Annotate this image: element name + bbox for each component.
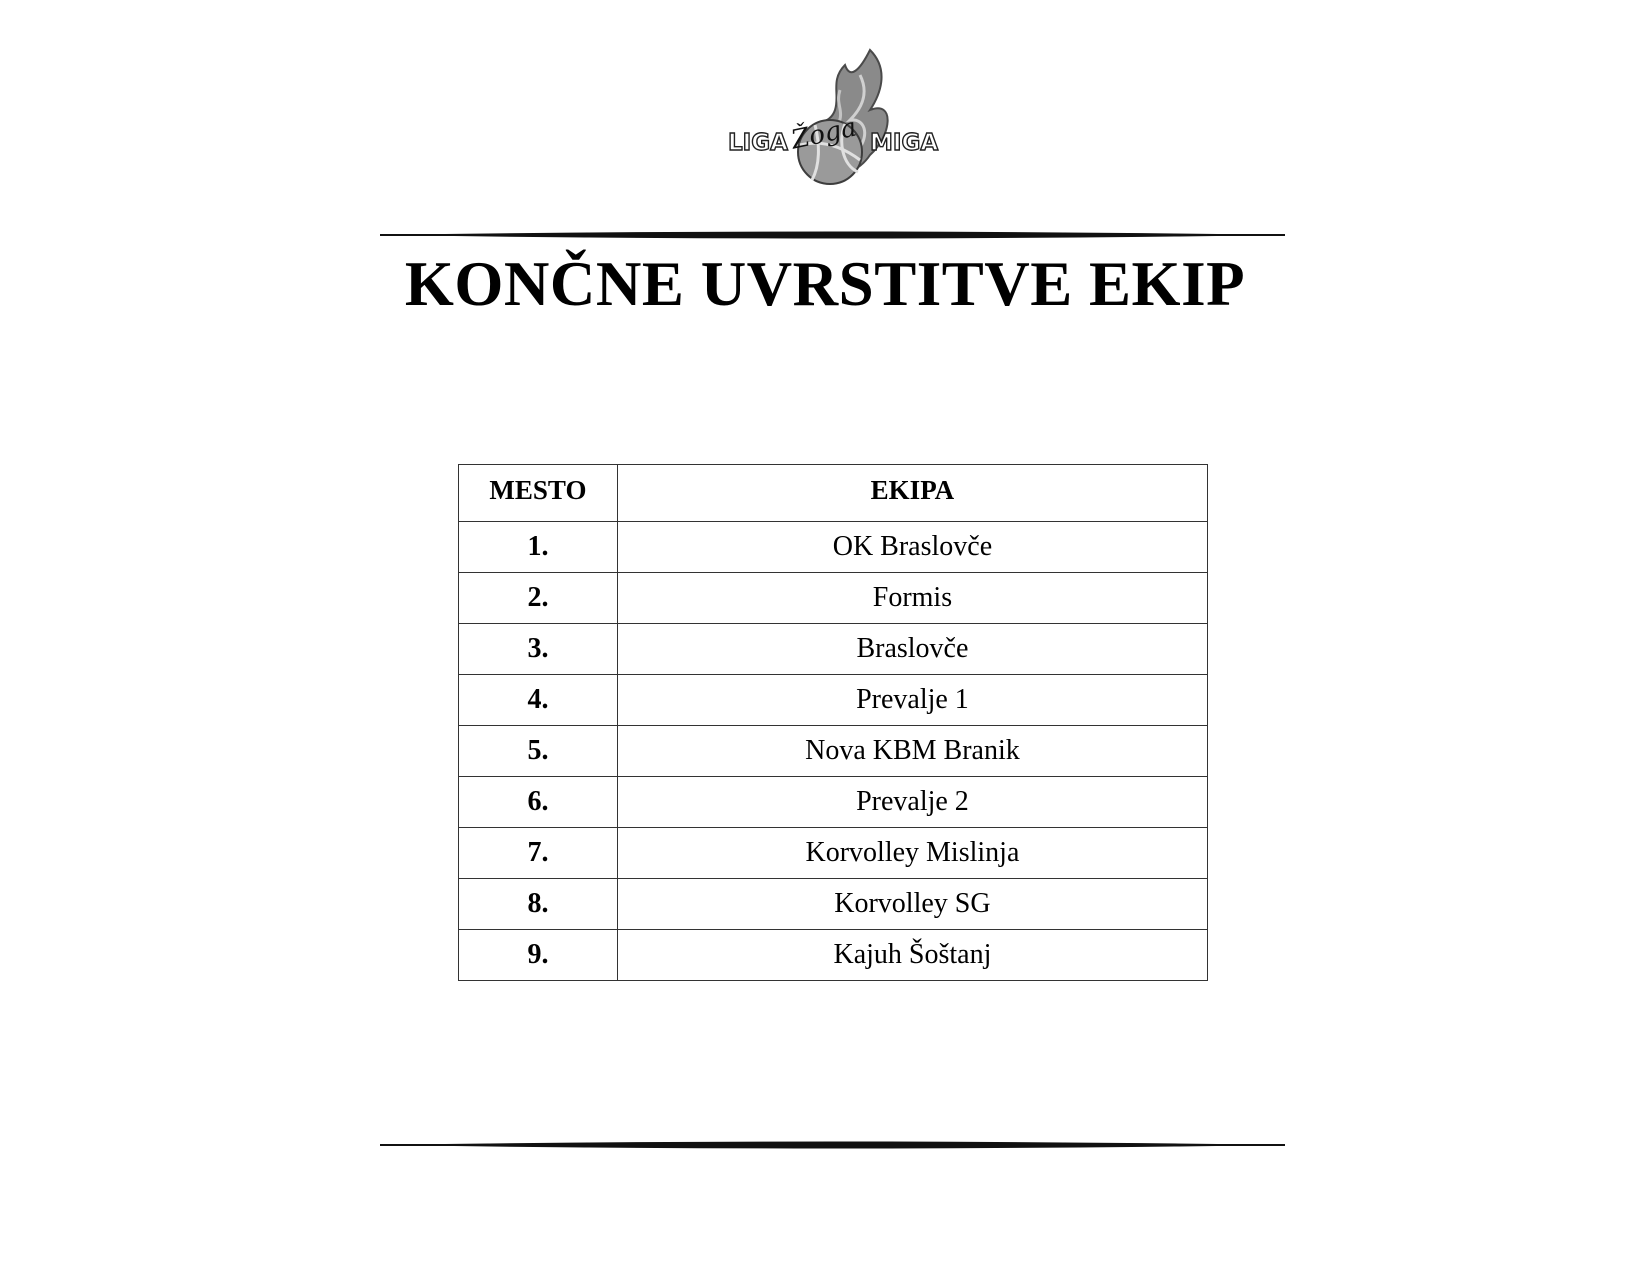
page-title: KONČNE UVRSTITVE EKIP xyxy=(404,249,1246,319)
place-cell: 9. xyxy=(459,930,618,981)
column-header-place: MESTO xyxy=(459,465,618,522)
table-row xyxy=(459,675,1208,726)
team-cell: OK Braslovče xyxy=(617,522,1207,573)
place-cell: 4. xyxy=(459,675,618,726)
table-row xyxy=(459,624,1208,675)
team-cell: Prevalje 2 xyxy=(617,777,1207,828)
logo-text-script: Žoga xyxy=(788,112,860,156)
team-cell: Korvolley SG xyxy=(617,879,1207,930)
place-cell: 1. xyxy=(459,522,618,573)
place-cell: 3. xyxy=(459,624,618,675)
volleyball-flame-logo-icon xyxy=(720,40,960,200)
table-row xyxy=(459,777,1208,828)
place-cell: 8. xyxy=(459,879,618,930)
table-row xyxy=(459,879,1208,930)
table-row xyxy=(459,930,1208,981)
logo-text-right: MIGA xyxy=(870,130,939,156)
top-divider xyxy=(380,228,1285,242)
team-cell: Formis xyxy=(617,573,1207,624)
column-header-team: EKIPA xyxy=(617,465,1207,522)
table-header-row xyxy=(459,465,1208,522)
team-cell: Kajuh Šoštanj xyxy=(617,930,1207,981)
league-logo xyxy=(720,40,960,200)
place-cell: 5. xyxy=(459,726,618,777)
standings-table xyxy=(458,464,1208,981)
table-row xyxy=(459,573,1208,624)
logo-text-left: LIGA xyxy=(728,130,788,156)
team-cell: Korvolley Mislinja xyxy=(617,828,1207,879)
bottom-divider xyxy=(380,1138,1285,1152)
place-cell: 6. xyxy=(459,777,618,828)
team-cell: Nova KBM Branik xyxy=(617,726,1207,777)
place-cell: 2. xyxy=(459,573,618,624)
table-row xyxy=(459,726,1208,777)
table-row xyxy=(459,828,1208,879)
team-cell: Prevalje 1 xyxy=(617,675,1207,726)
team-cell: Braslovče xyxy=(617,624,1207,675)
place-cell: 7. xyxy=(459,828,618,879)
table-row xyxy=(459,522,1208,573)
